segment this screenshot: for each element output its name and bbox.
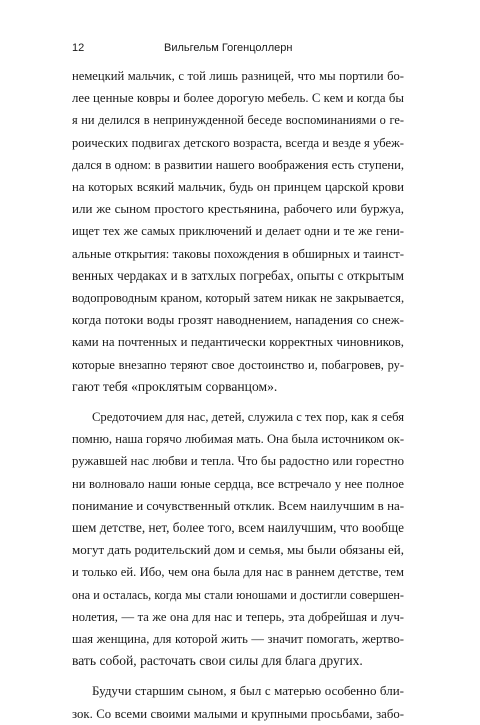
text-line: Средоточием для нас, детей, служила с тех пор, как я себя (92, 410, 404, 425)
body-text (72, 65, 404, 725)
paragraph-1 (72, 65, 404, 398)
text-line: альные открытия: таковы похождения в обширных и таинст- (72, 246, 404, 261)
text-line: на которых всякий мальчик, будь он принцем царской крови (72, 180, 404, 195)
text-line: роических подвигах детского возраста, всегда и везде я убеж- (72, 135, 404, 150)
text-line: ками на почтенных и педантически корректных чиновников, (72, 335, 404, 350)
text-line: или же сыном простого крестьянина, рабочего или буржуа, (72, 201, 404, 217)
text-line: она и осталась, когда мы стали юношами и достигли совершен- (72, 587, 404, 602)
page-header (72, 42, 402, 58)
text-line: лее ценные ковры и более дорогую мебель. С кем и когда бы (72, 91, 404, 106)
text-line: венных чердаках и в затхлых погребах, опыты с открытым (72, 267, 404, 283)
text-line: и только ей. Ибо, чем она была для нас в раннем детстве, тем (72, 565, 404, 580)
paragraph-2 (72, 406, 404, 672)
text-line: зок. Со всеми своими малыми и крупными просьбами, забо- (72, 706, 404, 721)
page-number: 12 (72, 42, 85, 54)
text-line: помню, наша горячо любимая мать. Она была источником ок- (72, 432, 405, 447)
running-title: Вильгельм Гогенцоллерн (164, 42, 293, 54)
paragraph-3 (72, 680, 404, 724)
text-line: гают тебя «проклятым сорванцом». (72, 378, 278, 394)
text-line: могут дать родительский дом и семья, мы были обязаны ей, (72, 542, 404, 558)
text-line: я ни делился в непринужденной беседе воспоминаниями о ге- (72, 113, 404, 128)
text-line: понимание и сочувственный отклик. Всем наилучшим в на- (72, 497, 405, 513)
text-line: ружавшей нас любви и тепла. Что бы радостно или горестно (72, 454, 404, 469)
text-line: ищет тех же самых приключений и делает одни и те же гени- (72, 224, 404, 239)
text-line: водопроводным краном, который затем никак не закрывается, (72, 291, 405, 306)
text-line: вать собой, расточать свои силы для блага других. (72, 653, 363, 669)
text-line: шая женщина, для которой жить — значит помогать, жертво- (72, 632, 404, 647)
text-line: которые внезапно теряют свое достоинство и, побагровев, ру- (72, 357, 404, 372)
text-line: ни волновало наши юные сердца, все встречало у нее полное (72, 476, 404, 491)
text-line: шем детстве, нет, более того, всем наилучшим, что вообще (72, 520, 404, 536)
text-line: Будучи старшим сыном, я был с матерью особенно бли- (92, 683, 404, 699)
text-line: когда потоки воды грозят наводнением, нападения со снеж- (72, 312, 404, 328)
text-line: немецкий мальчик, с той лишь разницей, что мы портили бо- (72, 69, 404, 83)
text-line: дался в одном: в развитии нашего воображения есть ступени, (72, 157, 404, 172)
text-line: нолетия, — та же она для нас и теперь, эта добрейшая и луч- (72, 609, 404, 624)
